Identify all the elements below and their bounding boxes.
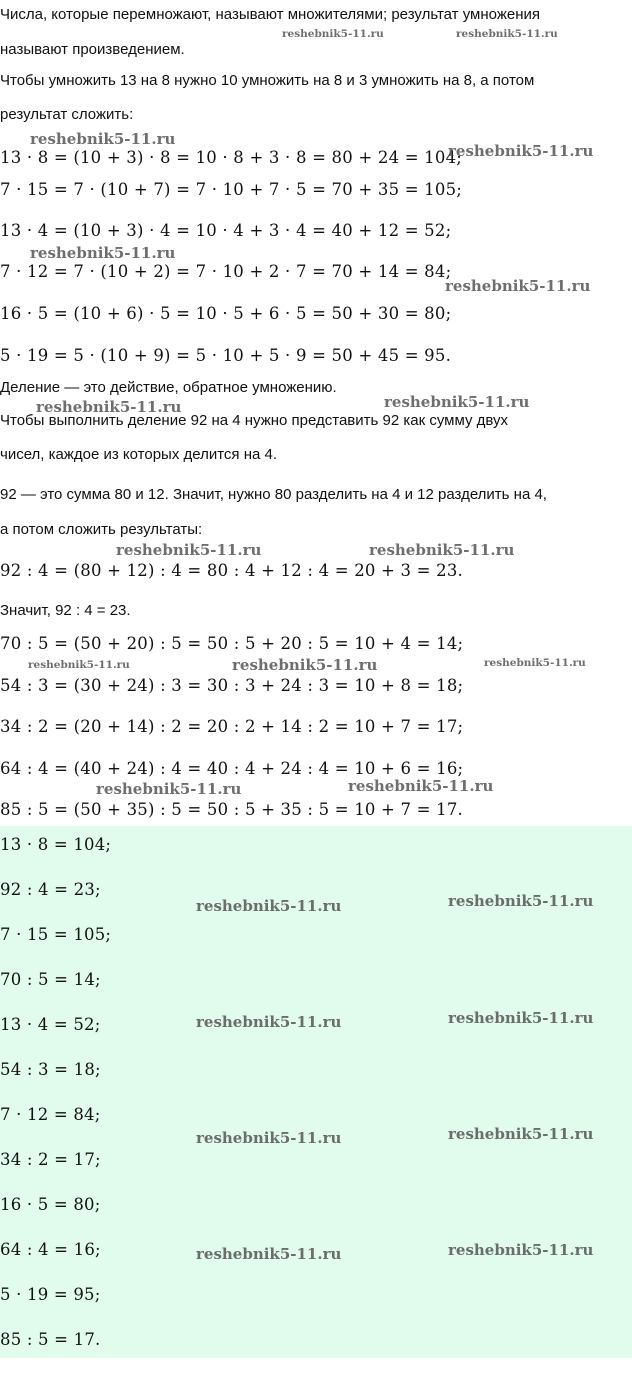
answer-item: 70 : 5 = 14; — [0, 970, 101, 989]
answer-item: 5 · 19 = 95; — [0, 1285, 101, 1304]
multiply-rule-line-1: Чтобы умножить 13 на 8 нужно 10 умножить на 8 и 3 умножить на 8, а потом — [0, 72, 535, 89]
answer-item: 54 : 3 = 18; — [0, 1060, 101, 1079]
multiplication-example: 5 · 19 = 5 · (10 + 9) = 5 · 10 + 5 · 9 = 50 + 45 = 95. — [0, 346, 452, 365]
watermark: reshebnik5-11.ru — [232, 656, 378, 674]
watermark: reshebnik5-11.ru — [196, 1129, 342, 1147]
answer-item: 7 · 15 = 105; — [0, 925, 112, 944]
multiply-definition-line-1: Числа, которые перемножают, называют множителями; результат умножения — [0, 6, 540, 23]
answer-item: 13 · 8 = 104; — [0, 835, 112, 854]
multiplication-example: 7 · 15 = 7 · (10 + 7) = 7 · 10 + 7 · 5 = 70 + 35 = 105; — [0, 180, 463, 199]
watermark: reshebnik5-11.ru — [36, 398, 182, 416]
multiplication-example: 13 · 4 = (10 + 3) · 4 = 10 · 4 + 3 · 4 = 40 + 12 = 52; — [0, 221, 452, 240]
division-example: 92 : 4 = (80 + 12) : 4 = 80 : 4 + 12 : 4 = 20 + 3 = 23. — [0, 561, 463, 580]
watermark: reshebnik5-11.ru — [30, 130, 176, 148]
watermark: reshebnik5-11.ru — [448, 1241, 594, 1259]
answer-item: 34 : 2 = 17; — [0, 1150, 101, 1169]
watermark: reshebnik5-11.ru — [196, 1013, 342, 1031]
watermark: reshebnik5-11.ru — [484, 657, 586, 669]
multiply-definition-line-2: называют произведением. — [0, 41, 185, 58]
answer-item: 13 · 4 = 52; — [0, 1015, 101, 1034]
watermark: reshebnik5-11.ru — [448, 1009, 594, 1027]
division-definition: Деление — это действие, обратное умножению. — [0, 379, 337, 396]
division-example-item: 70 : 5 = (50 + 20) : 5 = 50 : 5 + 20 : 5 = 10 + 4 = 14; — [0, 634, 464, 653]
watermark: reshebnik5-11.ru — [30, 244, 176, 262]
division-rule-line-2: чисел, каждое из которых делится на 4. — [0, 446, 278, 463]
watermark: reshebnik5-11.ru — [448, 892, 594, 910]
sum-note-line-1: 92 — это сумма 80 и 12. Значит, нужно 80 разделить на 4 и 12 разделить на 4, — [0, 486, 547, 503]
watermark: reshebnik5-11.ru — [369, 541, 515, 559]
watermark: reshebnik5-11.ru — [116, 541, 262, 559]
watermark: reshebnik5-11.ru — [456, 28, 558, 40]
multiply-rule-line-2: результат сложить: — [0, 106, 134, 123]
division-example-item: 64 : 4 = (40 + 24) : 4 = 40 : 4 + 24 : 4 = 10 + 6 = 16; — [0, 759, 464, 778]
watermark: reshebnik5-11.ru — [28, 659, 130, 671]
watermark: reshebnik5-11.ru — [196, 1245, 342, 1263]
answer-item: 16 · 5 = 80; — [0, 1195, 101, 1214]
answer-item: 64 : 4 = 16; — [0, 1240, 101, 1259]
watermark: reshebnik5-11.ru — [348, 777, 494, 795]
watermark: reshebnik5-11.ru — [282, 28, 384, 40]
multiplication-example: 7 · 12 = 7 · (10 + 2) = 7 · 10 + 2 · 7 = 70 + 14 = 84; — [0, 262, 452, 281]
watermark: reshebnik5-11.ru — [96, 780, 242, 798]
watermark: reshebnik5-11.ru — [196, 897, 342, 915]
watermark: reshebnik5-11.ru — [448, 1125, 594, 1143]
answer-item: 92 : 4 = 23; — [0, 880, 101, 899]
division-example-item: 34 : 2 = (20 + 14) : 2 = 20 : 2 + 14 : 2 = 10 + 7 = 17; — [0, 717, 464, 736]
conclusion: Значит, 92 : 4 = 23. — [0, 602, 131, 619]
watermark: reshebnik5-11.ru — [448, 142, 594, 160]
multiplication-example: 13 · 8 = (10 + 3) · 8 = 10 · 8 + 3 · 8 = 80 + 24 = 104; — [0, 148, 463, 167]
multiplication-example: 16 · 5 = (10 + 6) · 5 = 10 · 5 + 6 · 5 = 50 + 30 = 80; — [0, 304, 452, 323]
answer-item: 7 · 12 = 84; — [0, 1105, 101, 1124]
division-example-item: 85 : 5 = (50 + 35) : 5 = 50 : 5 + 35 : 5 = 10 + 7 = 17. — [0, 800, 463, 819]
division-example-item: 54 : 3 = (30 + 24) : 3 = 30 : 3 + 24 : 3 = 10 + 8 = 18; — [0, 676, 464, 695]
division-rule-line-1: Чтобы выполнить деление 92 на 4 нужно представить 92 как сумму двух — [0, 412, 509, 429]
watermark: reshebnik5-11.ru — [384, 393, 530, 411]
sum-note-line-2: а потом сложить результаты: — [0, 521, 203, 538]
watermark: reshebnik5-11.ru — [445, 277, 591, 295]
answer-item: 85 : 5 = 17. — [0, 1330, 101, 1349]
